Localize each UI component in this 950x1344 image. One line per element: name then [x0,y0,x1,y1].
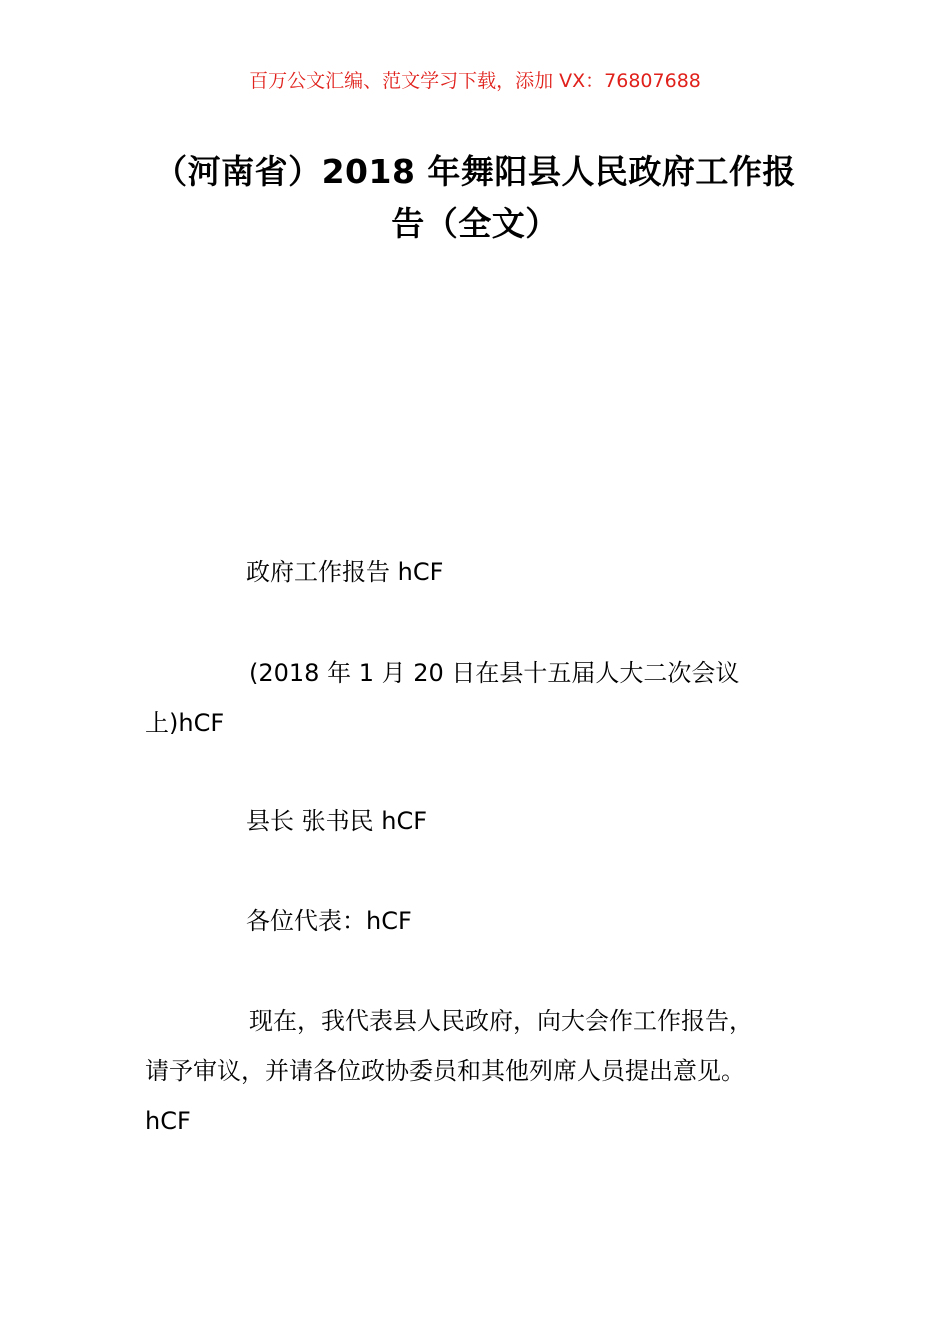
intro-paragraph [145,996,835,1146]
intro-line-2: 请予审议，并请各位政协委员和其他列席人员提出意见。 [145,1057,745,1085]
intro-line-3: hCF [145,1107,191,1135]
speaker-paragraph [145,796,835,846]
title-line-2: 告（全文） [391,204,559,243]
report-heading-text: 政府工作报告 hCF [246,558,444,586]
report-date-line-1: (2018 年 1 月 20 日在县十五届人大二次会议 [249,659,740,687]
report-date-line-2: 上)hCF [145,709,225,737]
report-heading [145,547,835,597]
watermark-contact-line: 百万公文汇编、范文学习下载，添加 VX：76807688 [249,70,701,92]
salutation-paragraph [145,896,835,946]
intro-line-1: 现在，我代表县人民政府，向大会作工作报告， [249,1007,753,1035]
salutation-text: 各位代表：hCF [246,907,412,935]
document-title [140,146,810,250]
speaker-text: 县长 张书民 hCF [246,807,428,835]
title-line-1: （河南省）2018 年舞阳县人民政府工作报 [154,152,796,191]
report-date-paragraph [145,648,835,748]
